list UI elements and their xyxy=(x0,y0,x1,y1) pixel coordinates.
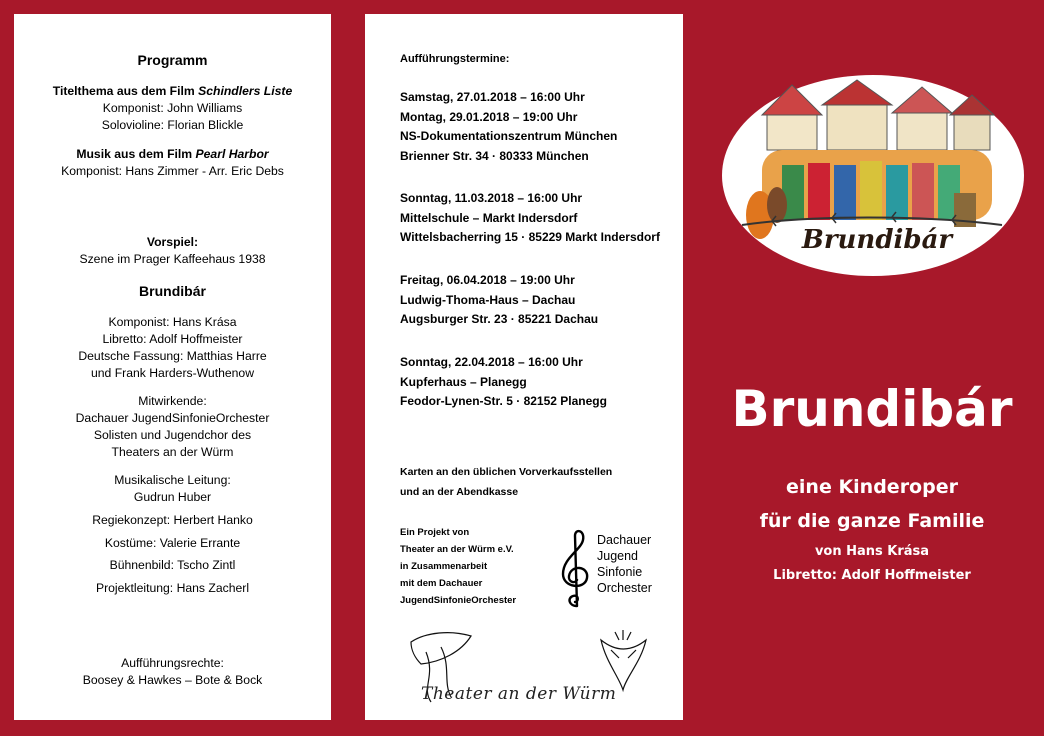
credit-line: Komponist: Hans Krása xyxy=(108,315,237,329)
mitwirkende-line: Dachauer JugendSinfonieOrchester xyxy=(75,411,270,425)
program-item-2 xyxy=(14,146,331,180)
address-line: Feodor-Lynen-Str. 5 · 82152 Planegg xyxy=(400,394,607,408)
address-line: Augsburger Str. 23 · 85221 Dachau xyxy=(400,312,599,326)
rights-line: Aufführungsrechte: xyxy=(121,656,224,670)
project-line: JugendSinfonieOrchester xyxy=(400,595,517,606)
venue-line: NS-Dokumentationszentrum München xyxy=(400,129,618,143)
mitwirkende xyxy=(14,393,331,461)
logo-line: Orchester xyxy=(597,581,652,595)
cover-subtitle-1: eine Kinderoper xyxy=(786,476,958,498)
theater-logo xyxy=(401,622,661,717)
opera-heading: Brundibár xyxy=(139,283,206,299)
rights-line: Boosey & Hawkes – Bote & Bock xyxy=(82,673,263,687)
mitwirkende-line: Solisten und Jugendchor des xyxy=(93,428,252,442)
date-line: Freitag, 06.04.2018 – 19:00 Uhr xyxy=(400,273,575,287)
venue-line: Mittelschule – Markt Indersdorf xyxy=(400,210,578,225)
item2-title-film: Pearl Harbor xyxy=(195,147,269,161)
leitung-line: Gudrun Huber xyxy=(133,490,212,504)
item1-title-film: Schindlers Liste xyxy=(198,84,293,98)
item2-title-prefix: Musik aus dem Film xyxy=(76,147,196,161)
cover-title: Brundibár xyxy=(731,380,1013,438)
vorspiel xyxy=(14,234,331,268)
ticket-info xyxy=(400,462,612,502)
item1-composer: Komponist: John Williams xyxy=(102,101,243,115)
date-block-2 xyxy=(400,189,660,248)
date-block-1 xyxy=(400,88,617,166)
venue-line: Kupferhaus – Planegg xyxy=(400,374,527,389)
item1-title xyxy=(14,83,331,100)
item2-composer: Komponist: Hans Zimmer - Arr. Eric Debs xyxy=(61,164,284,178)
project-info xyxy=(400,524,516,609)
kostueme: Kostüme: Valerie Errante xyxy=(104,536,241,550)
orchestra-logo xyxy=(555,528,675,608)
credit-line: Libretto: Adolf Hoffmeister xyxy=(102,332,243,346)
treble-clef-icon xyxy=(555,528,595,608)
theater-logo-text: Theater an der Würm xyxy=(421,684,617,704)
dates-heading: Aufführungstermine: xyxy=(400,53,510,65)
venue-line: Ludwig-Thoma-Haus – Dachau xyxy=(400,292,576,307)
credit-line: und Frank Harders-Wuthenow xyxy=(90,366,255,380)
orchestra-logo-text xyxy=(597,532,652,596)
logo-line: Jugend xyxy=(597,549,639,563)
vorspiel-text: Szene im Prager Kaffeehaus 1938 xyxy=(79,252,266,266)
date-block-3 xyxy=(400,271,598,330)
date-line: Montag, 29.01.2018 – 19:00 Uhr xyxy=(400,109,578,124)
musical-direction xyxy=(14,472,331,506)
rights xyxy=(14,655,331,689)
program-item-1 xyxy=(14,83,331,134)
ticket-line: Karten an den üblichen Vorverkaufsstellen xyxy=(400,466,613,478)
ticket-line: und an der Abendkasse xyxy=(400,486,519,498)
logo-line: Sinfonie xyxy=(597,565,643,579)
cover-illustration xyxy=(722,75,1024,276)
date-block-4 xyxy=(400,353,607,412)
cover-subtitle-2: für die ganze Familie xyxy=(759,510,985,532)
projektleitung: Projektleitung: Hans Zacherl xyxy=(95,581,250,595)
address-line: Wittelsbacherring 15 · 85229 Markt Indersdorf xyxy=(400,230,660,244)
project-line: Ein Projekt von xyxy=(400,527,470,538)
logo-line: Dachauer xyxy=(597,533,652,547)
vorspiel-label: Vorspiel: xyxy=(146,235,199,249)
program-panel xyxy=(14,14,331,720)
project-line: in Zusammenarbeit xyxy=(400,561,488,572)
credit-line: Deutsche Fassung: Matthias Harre xyxy=(78,349,267,363)
date-line: Sonntag, 22.04.2018 – 16:00 Uhr xyxy=(400,355,583,369)
mitwirkende-line: Theaters an der Würm xyxy=(111,445,234,459)
dates-panel xyxy=(365,14,683,720)
date-line: Sonntag, 11.03.2018 – 16:00 Uhr xyxy=(400,191,583,205)
item1-soloist: Solovioline: Florian Blickle xyxy=(101,118,244,132)
buehnenbild: Bühnenbild: Tscho Zintl xyxy=(109,558,236,572)
leitung-line: Musikalische Leitung: xyxy=(114,473,231,487)
illustration-logo-text: Brundibár xyxy=(801,225,953,255)
cover-libretto: Libretto: Adolf Hoffmeister xyxy=(773,568,971,583)
date-line: Samstag, 27.01.2018 – 16:00 Uhr xyxy=(400,90,585,104)
mitwirkende-line: Mitwirkende: xyxy=(138,394,207,408)
cover-composer: von Hans Krása xyxy=(814,544,930,559)
project-line: Theater an der Würm e.V. xyxy=(400,544,514,555)
address-line: Brienner Str. 34 · 80333 München xyxy=(400,148,589,163)
regie: Regiekonzept: Herbert Hanko xyxy=(92,513,253,527)
item2-title xyxy=(14,146,331,163)
project-line: mit dem Dachauer xyxy=(400,578,483,589)
credits xyxy=(14,314,331,382)
program-heading: Programm xyxy=(137,52,208,68)
item1-title-prefix: Titelthema aus dem Film xyxy=(52,84,199,98)
